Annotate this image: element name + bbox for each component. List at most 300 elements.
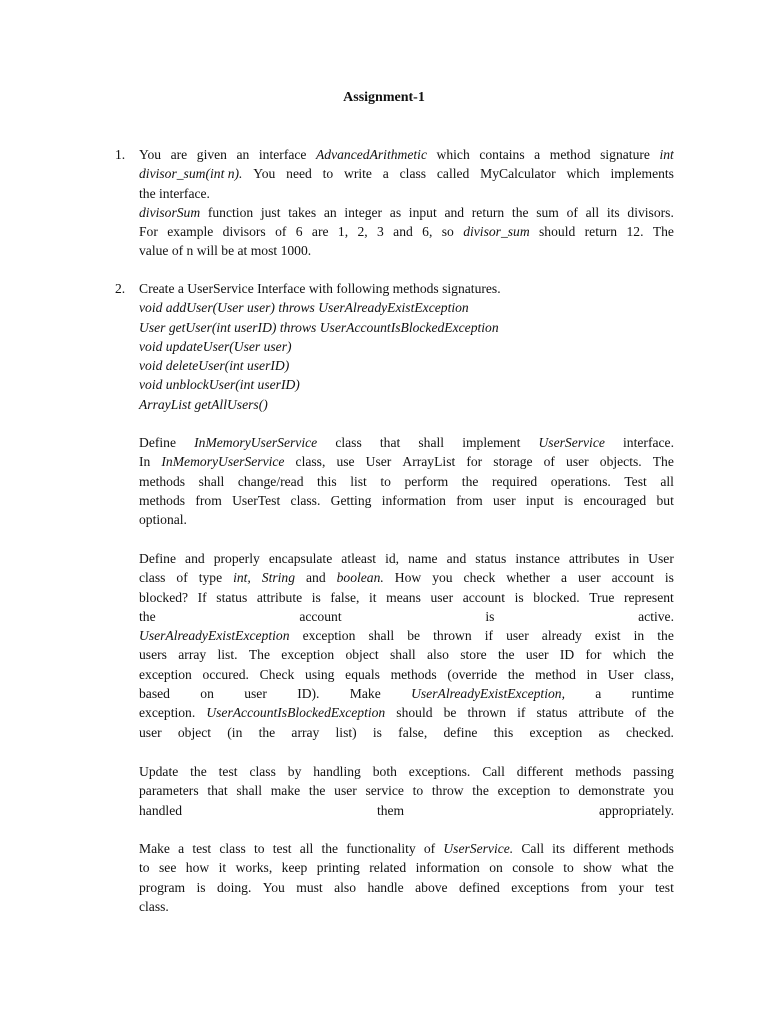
word: to: [253, 841, 265, 856]
word: the: [657, 647, 674, 663]
word: handled: [139, 802, 183, 818]
word: MyCalculator: [480, 166, 556, 182]
word: in: [586, 666, 598, 682]
word: an: [323, 204, 337, 220]
word: If: [197, 589, 207, 605]
method-signature: ArrayList getAllUsers(): [139, 396, 268, 412]
word: exception: [497, 783, 551, 799]
p2-line-2: [139, 568, 674, 587]
word: shall: [198, 473, 225, 489]
word: user: [578, 570, 601, 586]
word: use: [336, 454, 355, 470]
word: (override: [447, 666, 498, 682]
word: Make: [349, 686, 381, 702]
word: that: [207, 783, 228, 799]
word: write: [344, 166, 372, 182]
word: which: [436, 147, 470, 162]
word: True: [589, 589, 615, 605]
word: of: [543, 454, 555, 470]
word: the: [511, 204, 529, 220]
word: return: [584, 224, 618, 240]
word: in: [628, 551, 640, 566]
word: all: [660, 473, 674, 489]
word: on: [489, 860, 503, 876]
word: 12.: [626, 224, 644, 240]
p4-line-1: [139, 839, 674, 858]
word: example: [167, 224, 214, 240]
word: you: [653, 783, 674, 799]
word: attribute: [578, 705, 624, 721]
word: to: [563, 860, 574, 876]
p2-line-9: [139, 703, 674, 722]
word: handle: [367, 879, 404, 895]
word: information: [415, 860, 480, 876]
method-signature: void updateUser(User user): [139, 338, 292, 354]
word: Define: [139, 435, 176, 450]
word: also: [334, 879, 357, 895]
word: appropriately.: [599, 802, 674, 818]
word: based: [139, 686, 170, 702]
word: The: [652, 454, 674, 470]
word: is: [485, 608, 495, 624]
word: a: [560, 570, 568, 586]
word: exception: [139, 666, 192, 682]
word: object: [345, 647, 379, 663]
word: divisor_sum: [463, 224, 530, 240]
word: class.: [290, 492, 321, 508]
word: false,: [398, 724, 428, 740]
word: keep: [281, 860, 308, 876]
question-1-number: 1.: [115, 147, 126, 162]
word: what: [621, 860, 648, 876]
p1-line-2: [139, 452, 674, 471]
word: for: [466, 454, 483, 470]
word: how: [185, 860, 210, 876]
word: a: [534, 147, 541, 162]
word: that: [379, 435, 401, 450]
word: input: [525, 492, 554, 508]
word: method: [535, 666, 576, 682]
q2-paragraph-1: [139, 433, 674, 529]
p2-line-3: [139, 588, 674, 607]
word: UserTest: [232, 492, 281, 508]
word: Call: [521, 841, 544, 856]
word: this: [317, 473, 337, 489]
word: also: [426, 647, 449, 663]
word: shall: [389, 647, 416, 663]
word: int: [659, 147, 674, 162]
q1-line-4: [139, 203, 674, 222]
word: information: [381, 492, 446, 508]
word: user: [566, 454, 589, 470]
word: status: [475, 551, 507, 566]
word: which: [612, 647, 646, 663]
q1-line-5: [139, 222, 674, 241]
word: storage: [493, 454, 533, 470]
word: type: [198, 570, 223, 586]
word: on: [200, 686, 214, 702]
word: takes: [288, 204, 317, 220]
word: if: [517, 705, 526, 721]
word: UserAlreadyExistException,: [411, 686, 565, 702]
word: from: [456, 492, 483, 508]
word: status: [536, 705, 568, 721]
word: shall: [236, 783, 263, 799]
word: runtime: [631, 686, 674, 702]
word: UserAlreadyExistException: [139, 628, 290, 644]
word: represent: [624, 589, 674, 605]
word: class: [139, 570, 166, 586]
word: program: [139, 879, 186, 895]
word: operations.: [550, 473, 611, 489]
word: methods: [139, 492, 186, 508]
word: the: [497, 647, 515, 663]
word: the: [321, 841, 339, 856]
word: exception: [529, 724, 583, 740]
p4-line-2: [139, 858, 674, 877]
word: blocked?: [139, 589, 189, 605]
word: (in: [227, 724, 243, 740]
word: divisors: [222, 224, 266, 240]
word: User: [648, 551, 674, 566]
word: checked.: [626, 724, 674, 740]
p2-line-6: [139, 645, 674, 664]
word: of: [176, 570, 188, 586]
word: an: [236, 147, 250, 162]
word: ID: [559, 647, 575, 663]
word: function: [207, 204, 254, 220]
word: the: [657, 860, 674, 876]
word: is: [196, 879, 206, 895]
word: and: [446, 551, 467, 566]
p4-line-4: class.: [139, 898, 169, 914]
word: different: [573, 841, 620, 856]
word: is: [564, 492, 574, 508]
word: see: [159, 860, 177, 876]
method-signature: void addUser(User user) throws UserAlreadyExistException: [139, 300, 469, 316]
word: list): [335, 724, 357, 740]
word: methods: [627, 841, 674, 856]
word: AdvancedArithmetic: [316, 147, 427, 162]
q2-paragraph-2: [139, 549, 674, 742]
word: exception: [281, 647, 335, 663]
word: functionality: [346, 841, 416, 856]
word: You: [262, 879, 285, 895]
word: UserAccountIsBlockedException: [206, 705, 386, 721]
word: define: [443, 724, 478, 740]
word: user: [334, 783, 357, 799]
word: the: [258, 724, 276, 740]
p2-line-1: [139, 549, 674, 568]
word: The: [248, 647, 270, 663]
word: attribute: [256, 589, 303, 605]
q1-line-1: [139, 145, 674, 164]
word: class: [249, 764, 276, 779]
word: both: [372, 764, 397, 779]
word: divisors.: [627, 204, 674, 220]
word: of: [566, 204, 578, 220]
word: works,: [235, 860, 273, 876]
word: In: [139, 454, 151, 470]
word: UserService.: [443, 841, 514, 856]
word: Update: [139, 764, 179, 779]
word: ID).: [297, 686, 320, 702]
p4-line-3: [139, 878, 674, 897]
word: Make: [139, 841, 170, 856]
word: it: [369, 589, 377, 605]
word: is: [311, 589, 321, 605]
word: in: [633, 628, 645, 644]
word: a: [178, 841, 185, 856]
word: encouraged: [583, 492, 647, 508]
word: user: [430, 589, 454, 605]
word: 2,: [357, 224, 368, 240]
word: all: [585, 204, 600, 220]
word: from: [195, 492, 222, 508]
word: a: [595, 686, 602, 702]
word: to: [139, 860, 150, 876]
word: id,: [385, 551, 400, 566]
word: as: [389, 204, 402, 220]
p3-line-2: [139, 781, 674, 800]
word: How: [394, 570, 422, 586]
word: divisorSum: [139, 204, 201, 220]
word: class,: [644, 666, 674, 682]
word: passing: [633, 764, 674, 779]
word: InMemoryUserService: [161, 454, 285, 470]
word: should: [539, 224, 576, 240]
word: of: [423, 841, 436, 856]
word: exception: [302, 628, 356, 644]
word: Getting: [330, 492, 372, 508]
word: methods: [575, 764, 622, 779]
word: the: [657, 705, 674, 721]
p1-line-4: [139, 491, 674, 510]
word: test: [218, 764, 238, 779]
word: thrown: [467, 705, 507, 721]
word: throw: [431, 783, 464, 799]
word: user: [139, 724, 162, 740]
word: atleast: [341, 551, 377, 566]
word: be: [407, 628, 421, 644]
word: demonstrate: [578, 783, 645, 799]
word: exceptions: [511, 879, 570, 895]
word: class: [335, 435, 362, 450]
word: are: [170, 147, 188, 162]
p1-line-1: [139, 433, 674, 452]
p3-line-3: [139, 801, 674, 820]
word: this: [493, 724, 514, 740]
word: you: [432, 570, 453, 586]
word: change/read: [237, 473, 304, 489]
word: a: [382, 166, 389, 182]
method-signature: User getUser(int userID) throws UserAccountIsBlockedException: [139, 319, 499, 335]
page-title: Assignment-1: [343, 90, 425, 105]
word: and: [444, 204, 465, 220]
word: test: [654, 879, 674, 895]
word: 6,: [422, 224, 433, 240]
word: input: [408, 204, 437, 220]
p2-line-10: [139, 723, 674, 742]
word: Call: [482, 764, 505, 779]
word: using: [305, 666, 335, 682]
word: its: [606, 204, 620, 220]
word: should: [396, 705, 433, 721]
word: must: [296, 879, 323, 895]
word: console: [512, 860, 554, 876]
word: boolean.: [336, 570, 384, 586]
word: methods: [139, 473, 186, 489]
word: String: [261, 570, 296, 586]
p2-line-4: [139, 607, 674, 626]
word: required: [491, 473, 538, 489]
word: InMemoryUserService: [194, 435, 318, 450]
word: active.: [638, 608, 674, 624]
method-signature: void unblockUser(int userID): [139, 377, 300, 393]
word: implement: [462, 435, 521, 450]
word: exception.: [139, 705, 196, 721]
question-2-number: 2.: [115, 281, 126, 296]
word: users: [139, 647, 167, 663]
word: parameters: [139, 783, 199, 799]
q1-line-6: value of n will be at most 1000.: [139, 243, 312, 259]
word: integer: [344, 204, 383, 220]
word: ArrayList: [402, 454, 456, 470]
word: interface.: [623, 435, 674, 450]
word: all: [299, 841, 314, 856]
word: account: [462, 589, 505, 605]
word: to: [322, 166, 334, 182]
word: User: [365, 454, 392, 470]
word: to: [412, 783, 424, 799]
word: already: [541, 628, 582, 644]
word: related: [369, 860, 407, 876]
word: service: [365, 783, 404, 799]
p2-line-8: [139, 684, 674, 703]
word: the: [461, 473, 479, 489]
word: You: [139, 147, 162, 162]
q2-paragraph-4: [139, 839, 674, 916]
word: false,: [330, 589, 360, 605]
word: contains: [479, 147, 525, 162]
word: thrown: [433, 628, 472, 644]
word: given: [196, 147, 227, 162]
word: array: [178, 647, 207, 663]
word: as: [598, 724, 610, 740]
word: user: [492, 492, 516, 508]
word: the: [507, 666, 525, 682]
word: For: [139, 224, 158, 240]
word: of: [634, 705, 647, 721]
word: doing.: [216, 879, 252, 895]
word: need: [286, 166, 312, 182]
question-2-intro-block: [139, 279, 674, 414]
word: by: [287, 764, 302, 779]
method-signature: void deleteUser(int userID): [139, 358, 290, 374]
word: above: [415, 879, 448, 895]
word: list: [350, 473, 367, 489]
word: and: [393, 224, 413, 240]
word: called: [436, 166, 470, 182]
word: class: [399, 166, 427, 182]
q2-paragraph-3: [139, 762, 674, 820]
q2-intro: Create a UserService Interface with following methods signatures.: [139, 281, 501, 296]
p2-line-5: [139, 626, 674, 645]
word: test: [272, 841, 292, 856]
word: You: [253, 166, 276, 182]
word: and: [306, 570, 326, 586]
word: shall: [418, 435, 445, 450]
word: exceptions.: [408, 764, 471, 779]
word: properly: [213, 551, 260, 566]
word: array: [291, 724, 320, 740]
word: the: [190, 764, 207, 779]
word: signature: [600, 147, 650, 162]
word: user: [506, 628, 529, 644]
word: for: [585, 647, 602, 663]
word: sum: [536, 204, 559, 220]
word: whether: [506, 570, 551, 586]
word: test: [192, 841, 212, 856]
word: implements: [610, 166, 674, 182]
word: them: [376, 802, 405, 818]
word: different: [516, 764, 564, 779]
word: 3: [377, 224, 384, 240]
word: is: [664, 570, 674, 586]
p3-line-1: [139, 762, 674, 781]
word: which: [566, 166, 600, 182]
word: show: [583, 860, 612, 876]
word: UserService: [538, 435, 605, 450]
word: just: [260, 204, 281, 220]
word: defined: [459, 879, 500, 895]
word: printing: [316, 860, 360, 876]
word: to: [559, 783, 570, 799]
word: make: [270, 783, 301, 799]
word: interface: [258, 147, 307, 162]
word: Test: [624, 473, 647, 489]
word: int,: [233, 570, 251, 586]
question-1: [139, 145, 674, 261]
q1-line-3: the interface.: [139, 185, 210, 201]
word: be: [443, 705, 457, 721]
word: return: [471, 204, 505, 220]
word: 1,: [337, 224, 349, 240]
p1-line-3: [139, 472, 674, 491]
word: of: [275, 224, 287, 240]
word: name: [408, 551, 438, 566]
word: class: [219, 841, 246, 856]
word: occured.: [202, 666, 249, 682]
word: exist: [594, 628, 621, 644]
word: perform: [404, 473, 449, 489]
word: account: [299, 608, 342, 624]
word: store: [460, 647, 487, 663]
word: so: [441, 224, 454, 240]
word: your: [618, 879, 644, 895]
word: handling: [313, 764, 361, 779]
word: class,: [295, 454, 326, 470]
word: objects.: [599, 454, 642, 470]
word: method: [549, 147, 591, 162]
word: The: [652, 224, 674, 240]
word: user: [244, 686, 267, 702]
word: object: [177, 724, 212, 740]
word: shall: [368, 628, 395, 644]
p1-line-5: optional.: [139, 512, 187, 528]
word: user: [525, 647, 549, 663]
word: equals: [345, 666, 380, 682]
